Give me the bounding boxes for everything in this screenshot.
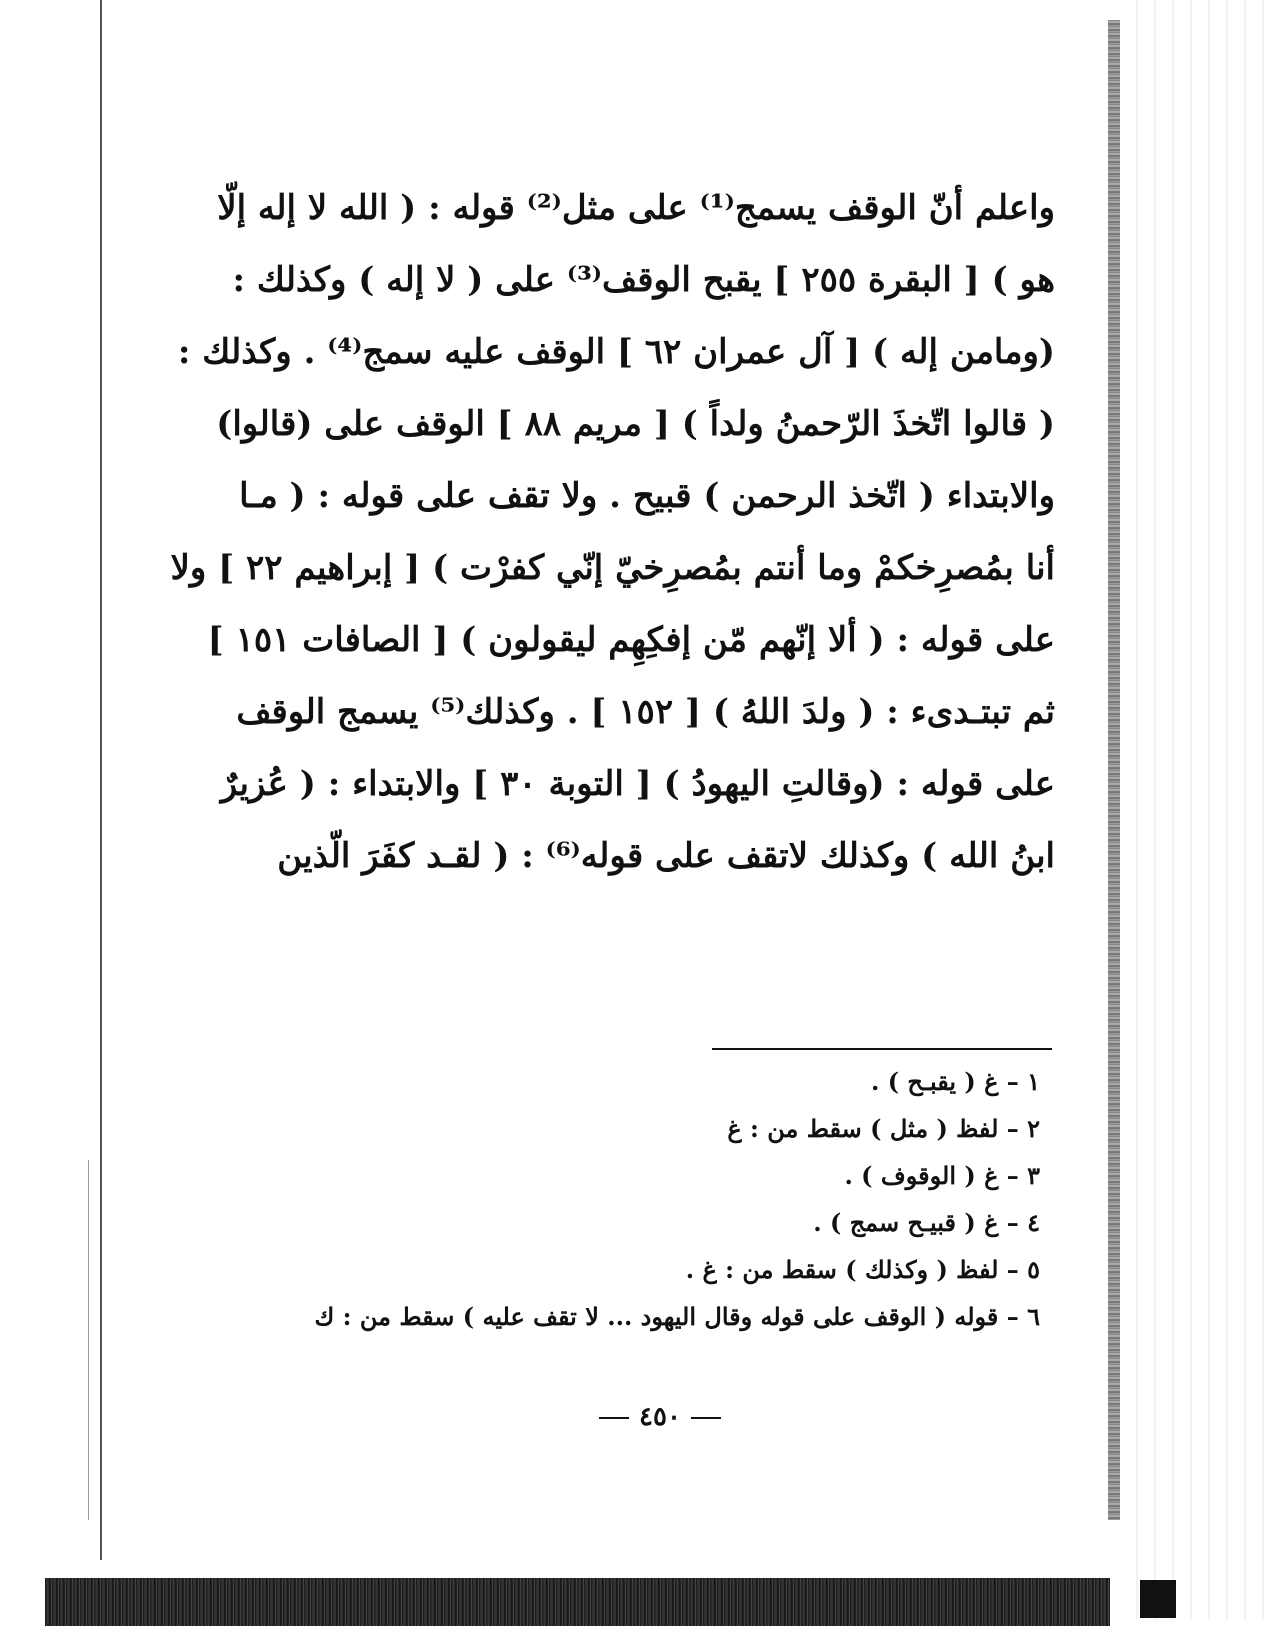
scan-bottom-band bbox=[45, 1578, 1110, 1626]
text-line: (ومامن إله ) [ آل عمران ٦٢ ] الوقف عليه سمج⁽⁴⁾ . وكذلك : bbox=[177, 332, 1055, 372]
footnote: ٤ – غ ( قبيـح سمج ) . bbox=[813, 1208, 1040, 1237]
footnote-divider bbox=[712, 1048, 1052, 1050]
scan-edge-line-lower bbox=[88, 1160, 89, 1520]
footnote: ٥ – لفظ ( وكذلك ) سقط من : غ . bbox=[685, 1255, 1040, 1284]
scan-gutter bbox=[1120, 0, 1275, 1620]
text-line: على قوله : (وقالتِ اليهودُ ) [ التوبة ٣٠ ] والابتداء : ( عُزيرٌ bbox=[220, 764, 1055, 804]
text-line: أنا بمُصرِخكمْ وما أنتم بمُصرِخيّ إنّي كفرْت ) [ إبراهيم ٢٢ ] ولا bbox=[170, 548, 1055, 588]
text-line: على قوله : ( ألا إنّهم مّن إفكِهِم ليقولون ) [ الصافات ١٥١ ] bbox=[207, 620, 1055, 660]
text-line: ابنُ الله ) وكذلك لاتقف على قوله⁽⁶⁾ : ( لقـد كفَرَ الّذين bbox=[277, 836, 1055, 876]
text-line: واعلم أنّ الوقف يسمج⁽¹⁾ على مثل⁽²⁾ قوله : ( الله لا إله إلّا bbox=[217, 188, 1055, 228]
footnote: ٦ – قوله ( الوقف على قوله وقال اليهود ... لا تقف عليه ) سقط من : ك bbox=[314, 1302, 1040, 1331]
footnote: ٣ – غ ( الوقوف ) . bbox=[844, 1161, 1040, 1190]
text-line: هو ) [ البقرة ٢٥٥ ] يقبح الوقف⁽³⁾ على ( لا إله ) وكذلك : bbox=[232, 260, 1055, 300]
scan-corner-mark bbox=[1140, 1580, 1176, 1618]
page-number bbox=[560, 1402, 760, 1432]
text-line: ( قالوا اتّخذَ الرّحمنُ ولداً ) [ مريم ٨٨ ] الوقف على (قالوا) bbox=[216, 404, 1055, 444]
footnotes bbox=[270, 1058, 1040, 1340]
scan-edge-line bbox=[100, 0, 102, 1560]
main-text bbox=[170, 172, 1055, 892]
page-number-dash bbox=[691, 1417, 721, 1419]
text-line: والابتداء ( اتّخذ الرحمن ) قبيح . ولا تقف على قوله : ( مـا bbox=[239, 476, 1055, 516]
page-number-value: ٤٥٠ bbox=[639, 1402, 681, 1432]
page-number-dash bbox=[599, 1417, 629, 1419]
text-line: ثم تبتـدىء : ( ولدَ اللهُ ) [ ١٥٢ ] . وكذلك⁽⁵⁾ يسمج الوقف bbox=[236, 692, 1055, 732]
footnote: ٢ – لفظ ( مثل ) سقط من : غ bbox=[727, 1114, 1040, 1143]
footnote: ١ – غ ( يقبـح ) . bbox=[871, 1067, 1040, 1096]
binding-shadow bbox=[1108, 20, 1120, 1520]
